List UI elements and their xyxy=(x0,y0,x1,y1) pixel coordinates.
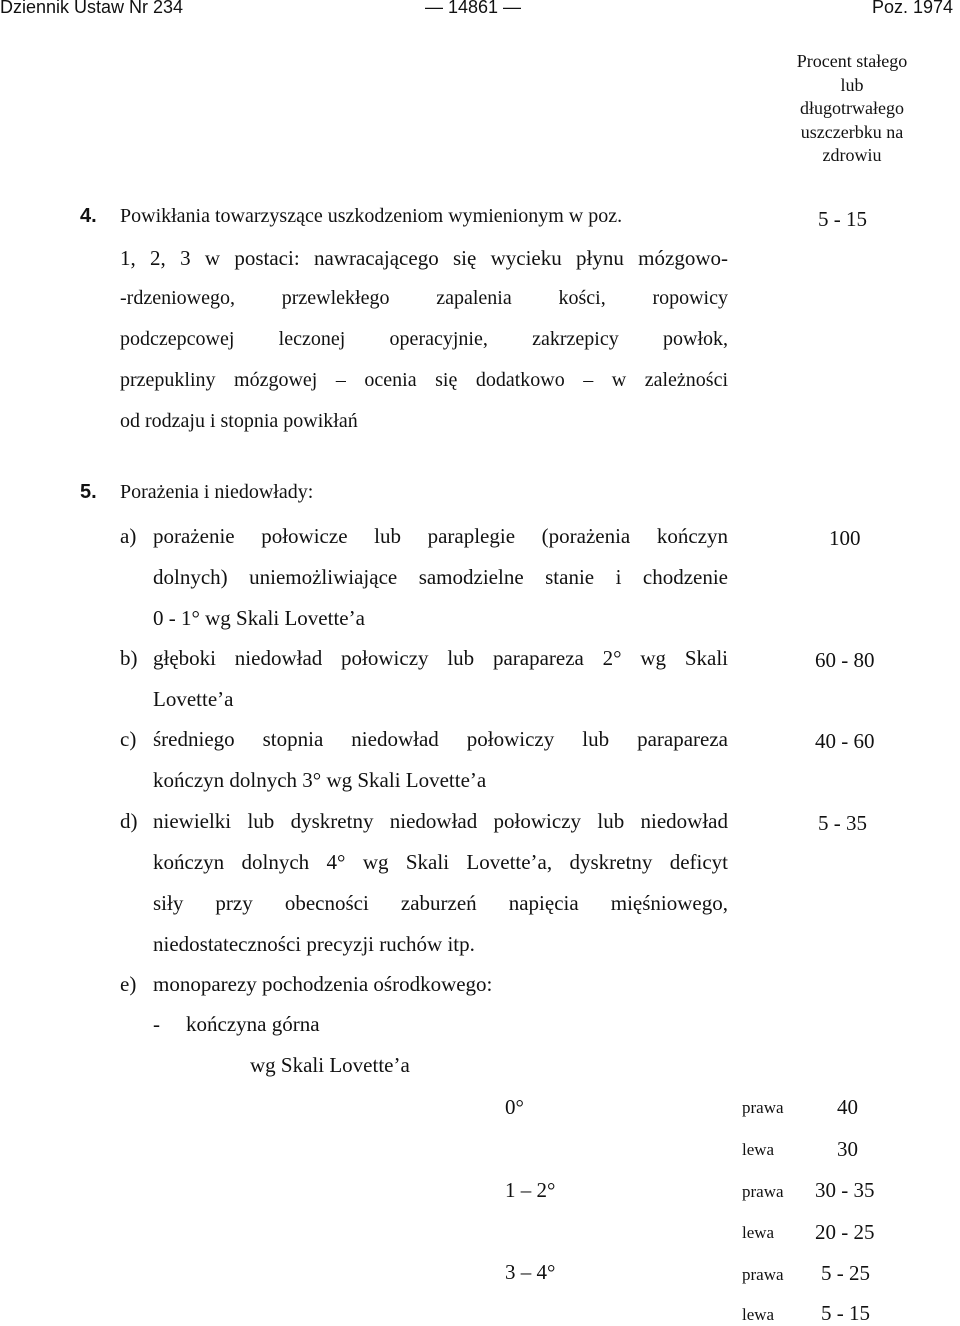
column-header-line: Procent stałego xyxy=(796,51,908,71)
side-label: lewa xyxy=(742,1305,775,1324)
item-5e-letter: e) xyxy=(120,972,137,996)
column-header-line: długotrwałego xyxy=(800,98,904,118)
item-5d-line: siły przy obecności zaburzeń napięcia mięśniowego, xyxy=(153,891,728,915)
degree-label: 1 – 2° xyxy=(505,1178,556,1202)
item-4-value: 5 - 15 xyxy=(818,207,867,231)
side-label: prawa xyxy=(742,1265,784,1284)
item-5b-line: Lovette’a xyxy=(153,687,234,711)
header-page-number: — 14861 — xyxy=(425,0,522,17)
item-5c-line: średniego stopnia niedowład połowiczy lub parapareza xyxy=(153,727,728,751)
row-value: 5 - 25 xyxy=(821,1261,870,1285)
item-5-title: Porażenia i niedowłady: xyxy=(120,481,314,503)
item-5c-line: kończyn dolnych 3° wg Skali Lovette’a xyxy=(153,768,487,792)
header-position: Poz. 1974 xyxy=(872,0,954,17)
item-5c-value: 40 - 60 xyxy=(815,729,875,753)
side-label: lewa xyxy=(742,1140,775,1159)
item-5b-value: 60 - 80 xyxy=(815,648,875,672)
item-5a-line: dolnych) uniemożliwiające samodzielne stanie i chodzenie xyxy=(153,565,728,589)
item-4-line: od rodzaju i stopnia powikłań xyxy=(120,410,358,432)
row-value: 40 xyxy=(837,1095,858,1119)
item-4-line: 1, 2, 3 w postaci: nawracającego się wycieku płynu mózgowo- xyxy=(120,246,728,270)
item-5d-letter: d) xyxy=(120,809,138,833)
item-5a-value: 100 xyxy=(829,526,861,550)
degree-label: 3 – 4° xyxy=(505,1260,556,1284)
item-5-number: 5. xyxy=(80,481,97,503)
item-4-number: 4. xyxy=(80,205,97,227)
item-5e-subtitle: kończyna górna xyxy=(186,1012,320,1036)
item-5d-line: niedostateczności precyzji ruchów itp. xyxy=(153,932,475,956)
item-5a-line: porażenie połowicze lub paraplegie (porażenia kończyn xyxy=(153,524,728,548)
item-4-line: -rdzeniowego, przewlekłego zapalenia kości, ropowicy xyxy=(120,287,728,309)
row-value: 5 - 15 xyxy=(821,1301,870,1325)
column-header xyxy=(742,50,960,168)
item-5c-letter: c) xyxy=(120,727,137,751)
row-value: 20 - 25 xyxy=(815,1220,875,1244)
item-5e-title: monoparezy pochodzenia ośrodkowego: xyxy=(153,972,493,996)
item-4-line: przepukliny mózgowej – ocenia się dodatkowo – w zależności xyxy=(120,369,728,391)
item-5e-scale: wg Skali Lovette’a xyxy=(250,1053,410,1077)
header-journal: Dziennik Ustaw Nr 234 xyxy=(0,0,184,17)
item-5b-letter: b) xyxy=(120,646,138,670)
item-5b-line: głęboki niedowład połowiczy lub parapareza 2° wg Skali xyxy=(153,646,728,670)
side-label: prawa xyxy=(742,1182,784,1201)
item-5d-line: niewielki lub dyskretny niedowład połowiczy lub niedowład xyxy=(153,809,728,833)
column-header-line: uszczerbku na xyxy=(800,121,904,142)
item-4-line: podczepcowej leczonej operacyjnie, zakrzepicy powłok, xyxy=(120,328,728,350)
item-4-line: Powikłania towarzyszące uszkodzeniom wymienionym w poz. xyxy=(120,205,623,227)
degree-label: 0° xyxy=(505,1095,524,1119)
item-5d-line: kończyn dolnych 4° wg Skali Lovette’a, dyskretny deficyt xyxy=(153,850,728,874)
item-5a-line: 0 - 1° wg Skali Lovette’a xyxy=(153,606,365,630)
item-5d-value: 5 - 35 xyxy=(818,811,867,835)
item-5a-letter: a) xyxy=(120,524,137,548)
item-5e-dash: - xyxy=(153,1012,160,1036)
column-header-line: zdrowiu xyxy=(822,145,882,165)
side-label: lewa xyxy=(742,1223,775,1242)
row-value: 30 - 35 xyxy=(815,1178,875,1202)
side-label: prawa xyxy=(742,1098,784,1117)
column-header-line: lub xyxy=(840,74,864,95)
row-value: 30 xyxy=(837,1137,858,1161)
